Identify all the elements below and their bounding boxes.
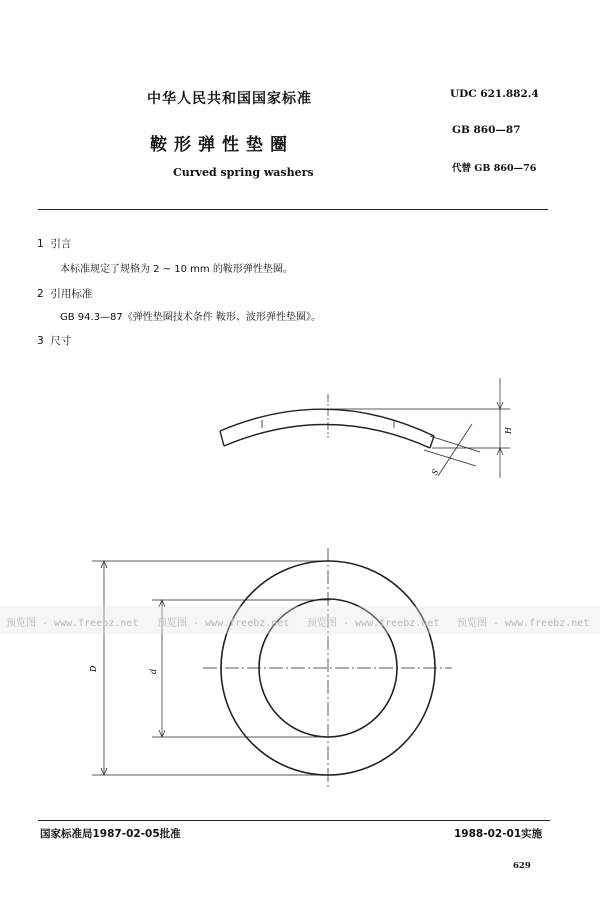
- footer-rule: [38, 820, 550, 821]
- s-label: S: [429, 467, 441, 477]
- approval-date: 国家标准局1987-02-05批准: [40, 828, 181, 840]
- section-1-text: 本标准规定了规格为 2 ~ 10 mm 的鞍形弹性垫圈。: [60, 264, 293, 275]
- outer-diameter-label: D: [89, 665, 98, 672]
- standard-code: GB 860—87: [452, 124, 521, 136]
- washer-side-view: [220, 409, 434, 448]
- section-3-number: 3: [37, 335, 44, 347]
- watermark-text-1: 预览图 - www.freebz.net: [6, 618, 139, 629]
- watermark-text-3: 预览图 - www.freebz.net: [307, 618, 440, 629]
- english-subtitle: Curved spring washers: [173, 166, 314, 179]
- section-2-number: 2: [37, 288, 44, 300]
- effective-date: 1988-02-01实施: [454, 828, 543, 840]
- section-2-text: GB 94.3—87《弹性垫圈技术条件 鞍形、波形弹性垫圈》。: [60, 312, 321, 323]
- section-2-title: 引用标准: [50, 288, 93, 300]
- watermark-text-2: 预览图 - www.freebz.net: [157, 618, 290, 629]
- replaces-code: 代替 GB 860—76: [452, 163, 537, 174]
- h-label: H: [504, 427, 513, 434]
- page-number: 629: [513, 861, 531, 871]
- page-title: 鞍形弹性垫圈: [150, 135, 294, 155]
- standard-org-title: 中华人民共和国国家标准: [147, 91, 312, 107]
- h-dimension: [330, 378, 510, 478]
- section-1-number: 1: [37, 238, 44, 250]
- watermark-text-4: 预览图 - www.freebz.net: [457, 618, 590, 629]
- section-1-title: 引言: [50, 238, 72, 250]
- udc-code: UDC 621.882.4: [450, 88, 539, 100]
- inner-diameter-label: d: [149, 668, 158, 674]
- section-3-title: 尺寸: [50, 335, 72, 347]
